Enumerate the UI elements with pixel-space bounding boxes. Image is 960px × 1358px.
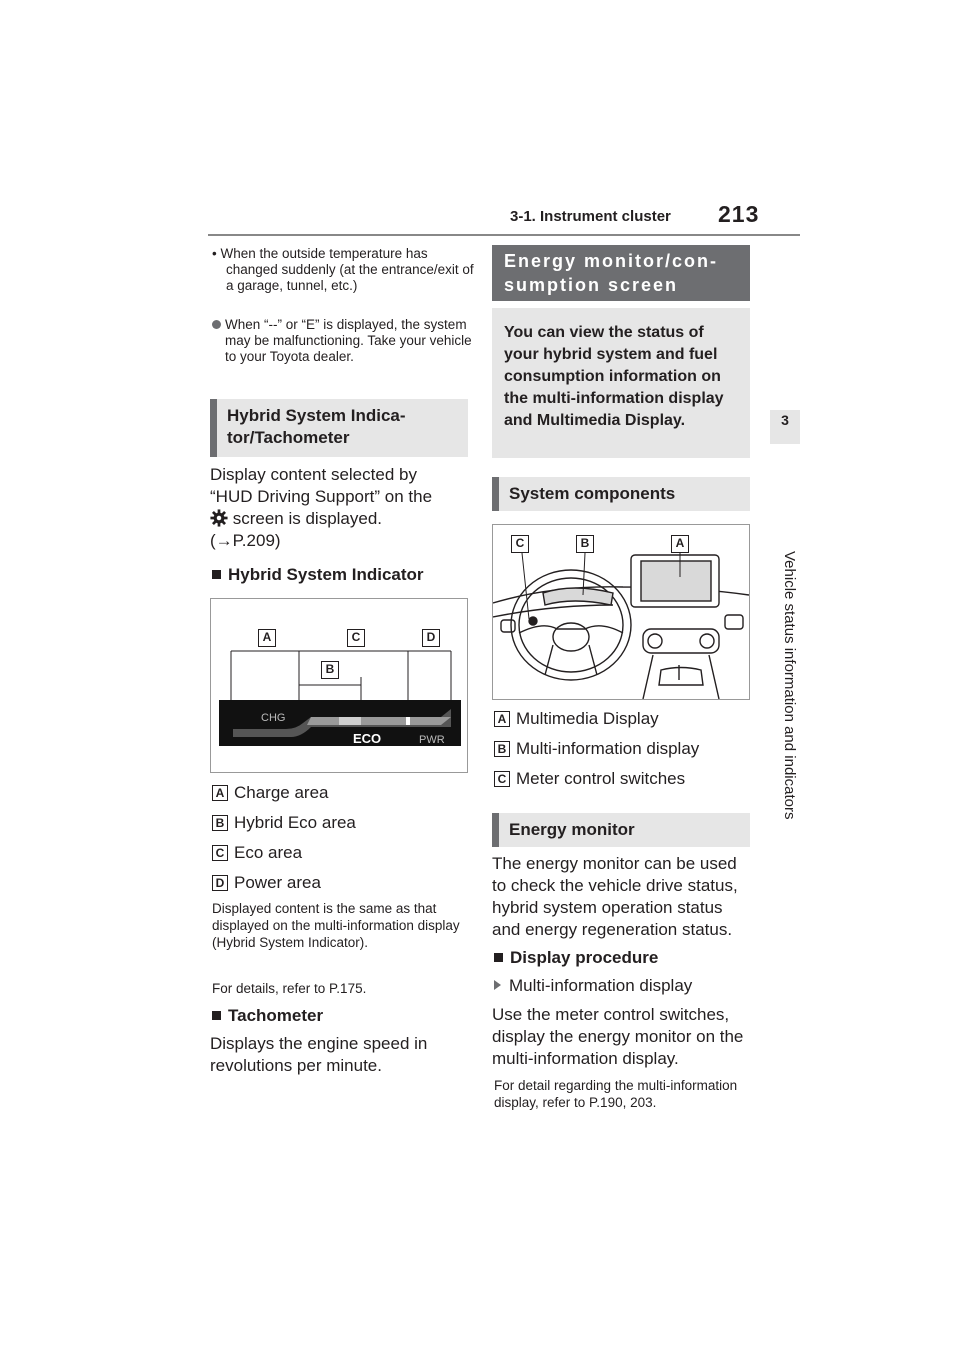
legend-item: B Hybrid Eco area: [212, 812, 470, 842]
legend-item: C Eco area: [212, 842, 470, 872]
tachometer-subheading: Tachometer: [212, 1006, 323, 1026]
legend-item: A Charge area: [212, 782, 470, 812]
legend-item: D Power area: [212, 872, 470, 902]
hybrid-indicator-subheading: Hybrid System Indicator: [212, 565, 424, 585]
legend-list-left: [212, 782, 470, 902]
cockpit-figure: [492, 524, 750, 700]
bullet-temperature: • When the outside temperature has changed suddenly (at the entrance/exit of a garage, tunnel, etc.): [212, 246, 474, 293]
hud-desc-line2: “HUD Driving Support” on the: [210, 487, 433, 506]
square-bullet-icon: [212, 570, 221, 579]
intro-box: You can view the status of your hybrid system and fuel consumption information on the multi-information display and Multimedia Display.: [492, 308, 750, 458]
hud-description: [210, 464, 470, 552]
note-malfunction-text: When “--” or “E” is displayed, the system may be malfunctioning. Take your vehicle to your Toyota dealer.: [225, 317, 472, 364]
legend-item: A Multimedia Display: [494, 708, 752, 738]
energy-monitor-heading: [492, 245, 750, 301]
hud-desc-line4: (→P.209): [210, 531, 281, 550]
energy-heading-line1: Energy monitor/con-: [504, 251, 719, 271]
chapter-number: 3: [781, 412, 789, 428]
system-components-heading: System components: [492, 477, 750, 511]
label-b: B: [576, 535, 594, 553]
label-a: A: [258, 629, 276, 647]
label-d: D: [422, 629, 440, 647]
square-bullet-icon: [212, 1011, 221, 1020]
note-same-content: Displayed content is the same as that displayed on the multi-information display (Hybrid System Indicator).: [212, 901, 460, 950]
note-refer: For details, refer to P.175.: [212, 981, 367, 996]
energy-monitor-subheading: Energy monitor: [492, 813, 750, 847]
legend-item: C Meter control switches: [494, 768, 752, 798]
cockpit-diagram: [493, 525, 749, 699]
chg-text: CHG: [261, 712, 286, 724]
triangle-bullet-icon: [494, 980, 501, 990]
legend-list-right: [494, 708, 752, 798]
energy-heading-line2: sumption screen: [504, 275, 679, 295]
legend-item: B Multi-information display: [494, 738, 752, 768]
square-bullet-icon: [494, 953, 503, 962]
chapter-title: Vehicle status information and indicators: [781, 551, 798, 820]
hud-desc-line3: screen is displayed.: [210, 508, 470, 530]
label-c: C: [347, 629, 365, 647]
procedure-step: Multi-information display: [494, 975, 692, 997]
header-rule: [208, 234, 800, 236]
hybrid-heading-line2: tor/Tachometer: [227, 428, 350, 447]
note-malfunction: [212, 317, 481, 365]
hud-desc-line1: Display content selected by: [210, 465, 417, 484]
display-procedure-subheading: Display procedure: [494, 948, 658, 968]
tachometer-description: Displays the engine speed in revolutions per minute.: [210, 1034, 428, 1075]
hybrid-system-heading: [210, 399, 468, 457]
label-b: B: [321, 661, 339, 679]
procedure-description: Use the meter control switches, display the energy monitor on the multi-information display.: [492, 1005, 744, 1068]
hybrid-indicator-figure: [210, 598, 468, 773]
bullet-dot-icon: [212, 320, 221, 329]
label-a: A: [671, 535, 689, 553]
section-title: 3-1. Instrument cluster: [510, 208, 671, 225]
label-c: C: [511, 535, 529, 553]
procedure-note: For detail regarding the multi-information display, refer to P.190, 203.: [494, 1078, 738, 1110]
page-number: 213: [718, 201, 760, 227]
pwr-text: PWR: [419, 734, 445, 746]
energy-monitor-description: The energy monitor can be used to check the vehicle drive status, hybrid system operation status and energy regeneration status.: [492, 854, 738, 939]
hybrid-indicator-diagram: [211, 599, 467, 772]
gear-icon: [210, 509, 228, 527]
hybrid-heading-line1: Hybrid System Indica-: [227, 406, 406, 425]
eco-text: ECO: [353, 731, 382, 746]
